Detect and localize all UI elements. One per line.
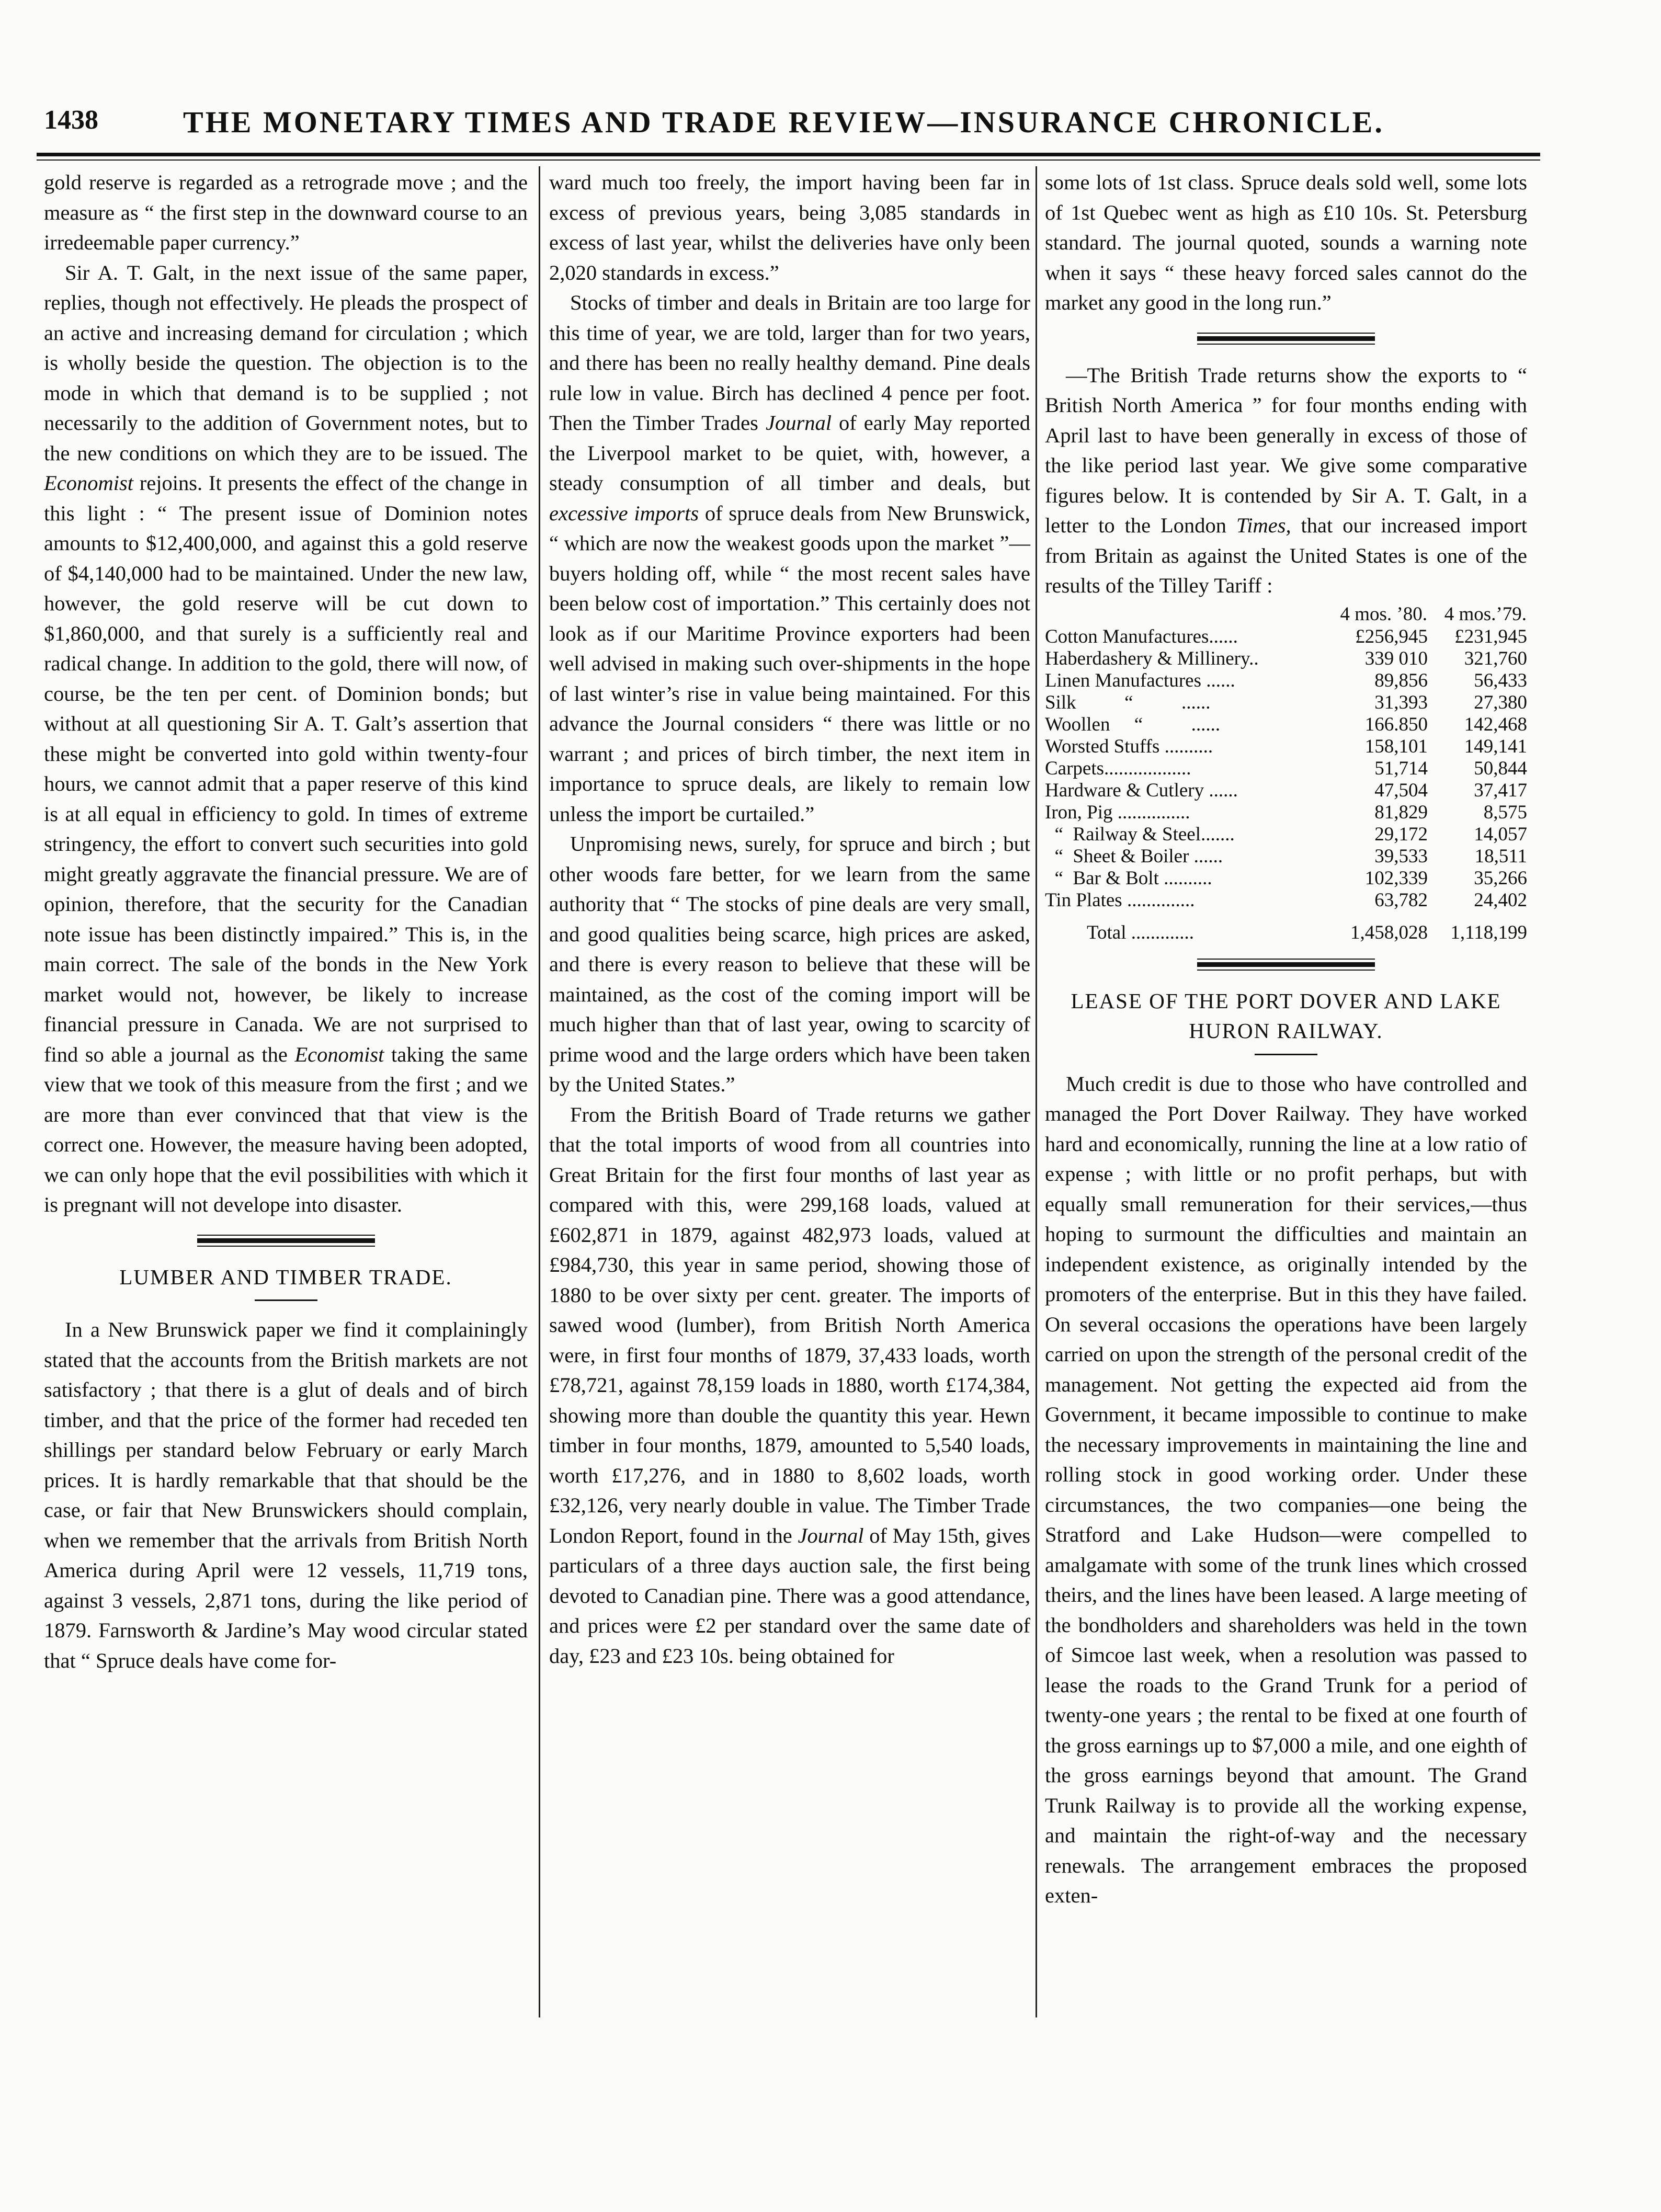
table-cell-value: 18,511 [1474, 845, 1527, 867]
table-total-row [1045, 911, 1527, 944]
paragraph: Stocks of timber and deals in Britain are too large for this time of year, we are told, larger than for two years, and there has been no really healthy demand. Pine deals rule low in value. Birch has declined 4 pence per foot. Then the Timber Trades Journal of early May reported the Liverpool market to be quiet, with, however, a steady consumption of all timber and deals, but excessive imports of spruce deals from New Brunswick, “ which are now the weakest goods upon the market ”—buyers holding off, while “ the most recent sales have been below cost of importation.” This certainly does not look as if our Maritime Province exporters had been well advised in making such over-shipments in the hope of last winter’s rise in value being maintained. For this advance the Journal considers “ there was little or no warrant ; and prices of birch timber, the next item in importance to spruce deals, are likely to remain low unless the import be curtailed.” [549, 291, 1030, 826]
column-divider-2 [1036, 166, 1037, 2017]
table-cell-label: Woollen “ ...... [1045, 713, 1221, 735]
paragraph: gold reserve is regarded as a retrograde move ; and the measure as “ the first step in the downward course to an irredeemable paper currency.” [44, 170, 528, 254]
section-heading-lease-2: HURON RAILWAY. [1189, 1019, 1383, 1043]
total-label: Total ............. [1087, 921, 1194, 943]
table-cell-value: 27,380 [1474, 691, 1527, 713]
section-heading-lease: LEASE OF THE PORT DOVER AND LAKE [1071, 988, 1501, 1013]
table-cell-value: 14,057 [1474, 823, 1527, 845]
table-cell-value: 149,141 [1464, 735, 1527, 757]
table-row [1045, 868, 1527, 890]
table-cell-value: 8,575 [1483, 801, 1527, 823]
table-cell-value: 56,433 [1474, 669, 1527, 691]
table-row [1045, 736, 1527, 758]
table-cell-value: £256,945 [1355, 625, 1428, 647]
table-cell-label: Silk “ ...... [1045, 691, 1211, 713]
trade-returns-table [1045, 603, 1527, 944]
total-value: 1,118,199 [1450, 921, 1527, 943]
table-cell-value: 35,266 [1474, 867, 1527, 889]
table-cell-value: 63,782 [1374, 889, 1428, 911]
table-cell-label: “ Sheet & Boiler ...... [1045, 845, 1223, 867]
table-cell-value: 158,101 [1364, 735, 1428, 757]
page-number: 1438 [44, 105, 98, 135]
table-cell-value: 39,533 [1374, 845, 1428, 867]
table-cell-value: 89,856 [1374, 669, 1428, 691]
table-row [1045, 824, 1527, 846]
column-3 [1045, 167, 1527, 1911]
table-cell-label: “ Bar & Bolt .......... [1045, 867, 1212, 889]
paragraph: Much credit is due to those who have controlled and managed the Port Dover Railway. They have worked hard and economically, running the line at a low ratio of expense ; with little or no profit perhaps, but with equally small remuneration for their services,—thus hoping to surmount the difficulties and maintain an independent existence, as originally intended by the promoters of the enterprise. But in this they have failed. On several occasions the operations have been largely carried on upon the strength of the personal credit of the management. Not getting the expected aid from the Government, it became impossible to continue to make the necessary improvements in maintaining the line and rolling stock in good working order. Under these circumstances, the two companies—one being the Stratford and Lake Hudson—were compelled to amalgamate with some of the trunk lines which crossed theirs, and the lines have been leased. A large meeting of the bondholders and shareholders was held in the town of Simcoe last week, when a resolution was passed to lease the roads to the Grand Trunk for a period of twenty-one years ; the rental to be fixed at one fourth of the gross earnings up to $7,000 a mile, and one eighth of the gross earnings beyond that amount. The Grand Trunk Railway is to provide all the working expense, and maintain the right-of-way and the necessary renewals. The arrangement embraces the proposed exten- [1045, 1071, 1527, 1907]
section-separator [197, 1235, 375, 1247]
table-cell-value: £231,945 [1454, 625, 1527, 647]
table-cell-label: Linen Manufactures ...... [1045, 669, 1235, 691]
paragraph: ward much too freely, the import having been far in excess of previous years, being 3,085 standards in excess of last year, whilst the deliveries have only been 2,020 standards in excess.” [549, 170, 1030, 284]
table-row [1045, 802, 1527, 824]
table-cell-value: 142,468 [1464, 713, 1527, 735]
short-rule [255, 1299, 317, 1301]
table-cell-value: 81,829 [1374, 801, 1428, 823]
table-cell-label: “ Railway & Steel....... [1045, 823, 1235, 845]
column-divider-1 [539, 166, 540, 2017]
paragraph: some lots of 1st class. Spruce deals sold well, some lots of 1st Quebec went as high as £10 10s. St. Petersburg standard. The journal quoted, sounds a warning note when it says “ these heavy forced sales cannot do the market any good in the long run.” [1045, 170, 1527, 314]
table-row [1045, 626, 1527, 648]
column-2 [549, 167, 1030, 1671]
paragraph: In a New Brunswick paper we find it complainingly stated that the accounts from the British markets are not satisfactory ; that there is a glut of deals and of birch timber, and that the price of the former had receded ten shillings per standard below February or early March prices. It is hardly remarkable that that should be the case, or fair that New Brunswickers should complain, when we remember that the arrivals from British North America during April were 12 vessels, 11,719 tons, against 3 vessels, 2,871 tons, during the like period of 1879. Farnsworth & Jardine’s May wood circular stated that “ Spruce deals have come for- [44, 1318, 528, 1672]
table-cell-value: 51,714 [1374, 757, 1428, 779]
table-row [1045, 758, 1527, 780]
total-value: 1,458,028 [1350, 921, 1428, 943]
short-rule [1255, 1054, 1317, 1055]
column-1 [44, 167, 528, 1675]
table-cell-value: 339 010 [1364, 647, 1428, 669]
table-row [1045, 692, 1527, 714]
table-cell-value: 102,339 [1364, 867, 1428, 889]
table-cell-label: Worsted Stuffs .......... [1045, 735, 1213, 757]
header-rule-thin [37, 159, 1540, 161]
running-title: THE MONETARY TIMES AND TRADE REVIEW—INSURANCE CHRONICLE. [183, 105, 1384, 139]
paragraph: —The British Trade returns show the exports to “ British North America ” for four months ending with April last to have been generally in excess of those of the like period last year. We give some comparative figures below. It is contended by Sir A. T. Galt, in a letter to the London Times, that our increased import from Britain as against the United States is one of the results of the Tilley Tariff : [1045, 363, 1527, 597]
section-separator [1197, 959, 1375, 971]
table-cell-value: 47,504 [1374, 779, 1428, 801]
table-cell-label: Iron, Pig ............... [1045, 801, 1190, 823]
table-cell-value: 37,417 [1474, 779, 1527, 801]
table-cell-label: Tin Plates .............. [1045, 889, 1195, 911]
table-cell-label: Carpets.................. [1045, 757, 1191, 779]
table-cell-value: 31,393 [1374, 691, 1428, 713]
table-row [1045, 670, 1527, 692]
table-row [1045, 648, 1527, 670]
header-rule [37, 153, 1540, 156]
table-cell-label: Cotton Manufactures...... [1045, 625, 1238, 647]
paragraph: Sir A. T. Galt, in the next issue of the same paper, replies, though not effectively. He pleads the prospect of an active and increasing demand for circulation ; which is wholly beside the question. The objection is to the mode in which that demand is to be supplied ; not necessarily to the addition of Government notes, but to the new conditions on which they are to be issued. The Economist rejoins. It presents the effect of the change in this light : “ The present issue of Dominion notes amounts to $12,400,000, and against this a gold reserve of $4,140,000 had to be maintained. Under the new law, however, the gold reserve will be cut down to $1,860,000, and that surely is a sufficiently real and radical change. In addition to the gold, there will now, of course, be the ten per cent. of Dominion bonds; but without at all questioning Sir A. T. Galt’s assertion that these might be converted into gold within twenty-four hours, we cannot admit that a paper reserve of this kind is at all equal in efficiency to gold. In times of extreme stringency, the effort to convert such securities into gold might greatly aggravate the financial pressure. We are of opinion, therefore, that the security for the Canadian note issue has been distinctly impaired.” This is, in the main correct. The sale of the bonds in the New York market would not, however, be likely to increase financial pressure in Canada. We are not surprised to find so able a journal as the Economist taking the same view that we took of this measure from the first ; and we are more than ever convinced that that view is the correct one. However, the measure having been adopted, we can only hope that the evil possibilities with which it is pregnant will not develope into disaster. [44, 260, 528, 1216]
paragraph: Unpromising news, surely, for spruce and birch ; but other woods fare better, for we learn from the same authority that “ The stocks of pine deals are very small, and good qualities being scarce, high prices are asked, and there is every reason to believe that these will be maintained, as the cost of the coming import will be much higher than that of last year, owing to scarcity of prime wood and the large orders which have been taken by the United States.” [549, 832, 1030, 1096]
table-cell-label: Haberdashery & Millinery.. [1045, 647, 1259, 669]
page-header [37, 105, 1553, 146]
table-row [1045, 846, 1527, 868]
column-header: 4 mos. ’80. [1340, 603, 1427, 625]
table-cell-value: 166.850 [1364, 713, 1428, 735]
table-cell-value: 50,844 [1474, 757, 1527, 779]
section-separator [1197, 333, 1375, 345]
table-header-row [1045, 603, 1527, 626]
column-header: 4 mos.’79. [1444, 603, 1527, 625]
table-row [1045, 890, 1527, 911]
table-cell-value: 24,402 [1474, 889, 1527, 911]
table-cell-label: Hardware & Cutlery ...... [1045, 779, 1238, 801]
table-cell-value: 321,760 [1464, 647, 1527, 669]
section-heading-lumber: LUMBER AND TIMBER TRADE. [119, 1264, 452, 1289]
table-row [1045, 714, 1527, 736]
paragraph: From the British Board of Trade returns we gather that the total imports of wood from all countries into Great Britain for the first four months of last year as compared with this, were 299,168 loads, valued at £602,871 in 1879, against 482,973 loads, valued at £984,730, this year in same period, showing those of 1880 to be over sixty per cent. greater. The imports of sawed wood (lumber), from British North America were, in first four months of 1879, 37,433 loads, worth £78,721, against 78,159 loads in 1880, worth £174,384, showing more than double the quantity this year. Hewn timber in four months, 1879, amounted to 5,540 loads, worth £17,276, and in 1880 to 8,602 loads, worth £32,126, very nearly double in value. The Timber Trade London Report, found in the Journal of May 15th, gives particulars of a three days auction sale, the first being devoted to Canadian pine. There was a good attendance, and prices were £2 per standard over the same date of day, £23 and £23 10s. being obtained for [549, 1102, 1031, 1668]
table-row [1045, 780, 1527, 802]
table-cell-value: 29,172 [1374, 823, 1428, 845]
